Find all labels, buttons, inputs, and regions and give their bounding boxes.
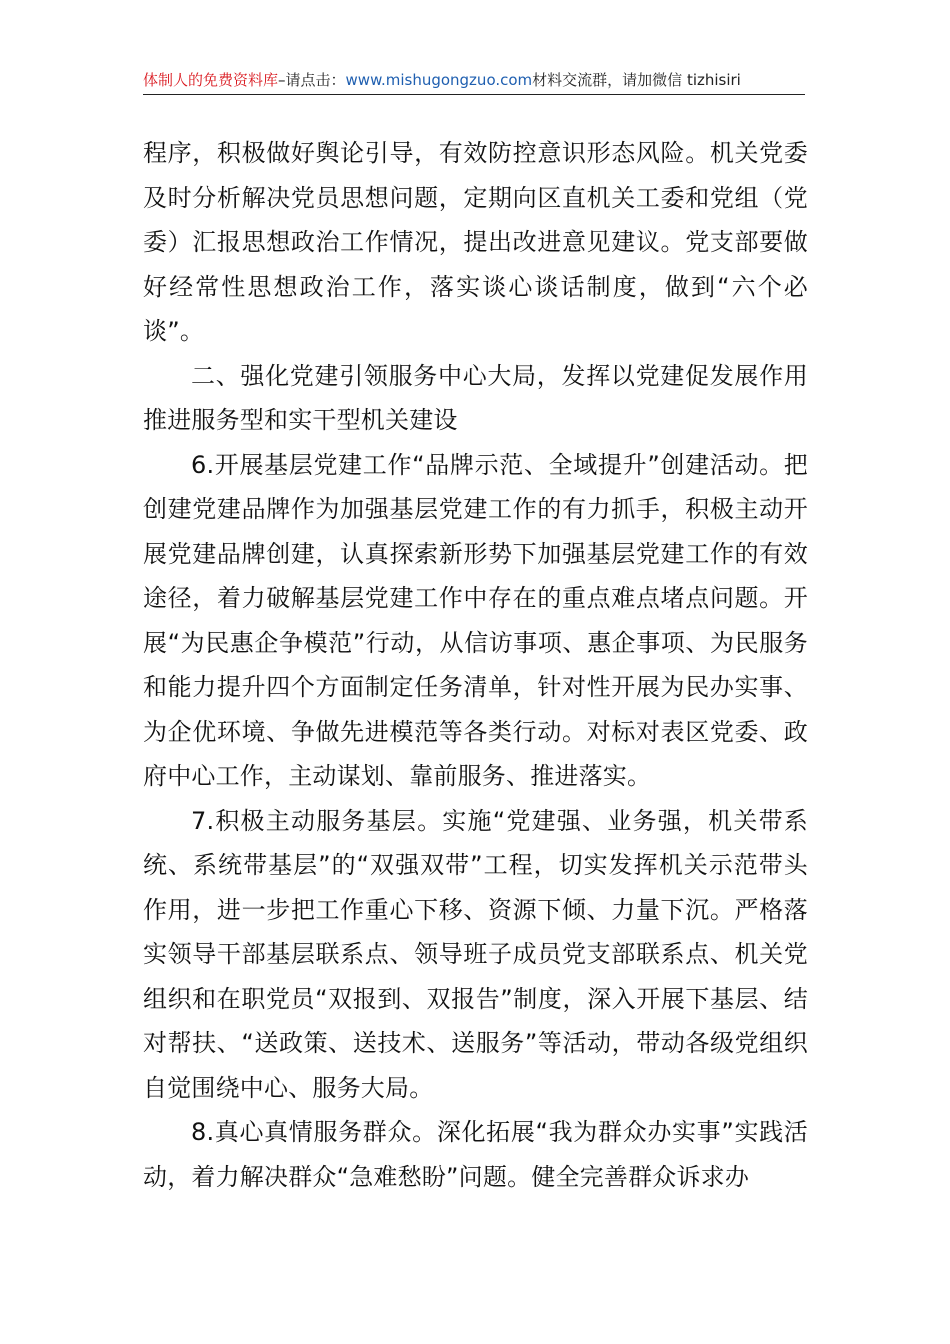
- paragraph-item-6: 6.开展基层党建工作“品牌示范、全域提升”创建活动。把创建党建品牌作为加强基层党建工作的有力抓手，积极主动开展党建品牌创建，认真探索新形势下加强基层党建工作的有效途径，着力破解基层党建工作中存在的重点难点堵点问题。开展“为民惠企争模范”行动，从信访事项、惠企事项、为民服务和能力提升四个方面制定任务清单，针对性开展为民办实事、为企优环境、争做先进模范等各类行动。对标对表区党委、政府中心工作，主动谋划、靠前服务、推进落实。: [143, 450, 808, 790]
- header-brand: 体制人的免费资料库: [143, 71, 279, 89]
- paragraph-item-8: 8.真心真情服务群众。深化拓展“我为群众办实事”实践活动，着力解决群众“急难愁盼”问题。健全完善群众诉求办: [143, 1118, 808, 1191]
- page-header: [143, 66, 805, 95]
- paragraph-item-7: 7.积极主动服务基层。实施“党建强、业务强，机关带系统、系统带基层”的“双强双带”工程，切实发挥机关示范带头作用，进一步把工作重心下移、资源下倾、力量下沉。严格落实领导干部基层联系点、领导班子成员党支部联系点、机关党组织和在职党员“双报到、双报告”制度，深入开展下基层、结对帮扶、“送政策、送技术、送服务”等活动，带动各级党组织自觉围绕中心、服务大局。: [143, 806, 808, 1102]
- header-tail: 材料交流群，请加微信 tizhisiri: [532, 71, 741, 89]
- header-link[interactable]: www.mishugongzuo.com: [345, 71, 533, 89]
- paragraph-continuation: 程序，积极做好舆论引导，有效防控意识形态风险。机关党委及时分析解决党员思想问题，定期向区直机关工委和党组（党委）汇报思想政治工作情况，提出改进意见建议。党支部要做好经常性思想政治工作，落实谈心谈话制度，做到“六个必谈”。: [143, 139, 808, 345]
- section-heading: 二、强化党建引领服务中心大局，发挥以党建促发展作用推进服务型和实干型机关建设: [143, 361, 808, 434]
- document-body: [143, 131, 808, 1199]
- header-separator: –请点击：: [278, 71, 346, 89]
